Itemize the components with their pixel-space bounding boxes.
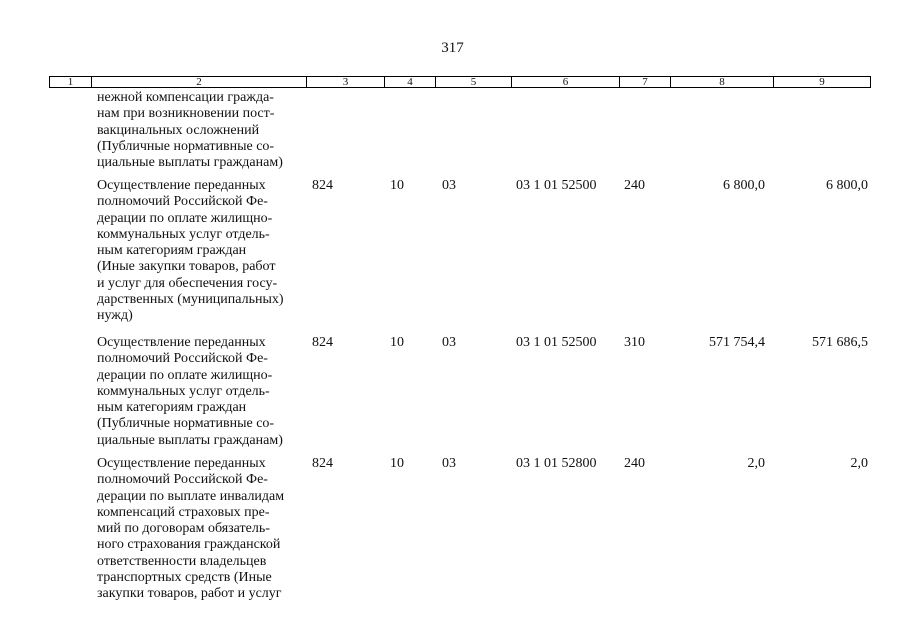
target-article-code: 03 1 01 52800 — [516, 456, 597, 471]
description-line: закупки товаров, работ и услуг — [97, 586, 282, 602]
description-line: дерации по выплате инвалидам — [97, 488, 285, 504]
subsection-code: 03 — [442, 178, 456, 193]
amount-col-8: 2,0 — [747, 456, 765, 471]
description-line: вакцинальных осложнений — [97, 122, 260, 138]
subsection-code: 03 — [442, 335, 456, 350]
header-col-6: 6 — [511, 77, 619, 87]
section-code: 10 — [390, 456, 404, 471]
header-col-4: 4 — [384, 77, 435, 87]
description-line: нам при возникновении пост- — [97, 106, 275, 122]
section-code: 10 — [390, 335, 404, 350]
amount-col-8: 6 800,0 — [723, 178, 765, 193]
description-line: Осуществление переданных — [97, 456, 266, 471]
page-number: 317 — [441, 40, 464, 56]
description-line: Осуществление переданных — [97, 178, 266, 193]
description-line: коммунальных услуг отдель- — [97, 226, 270, 242]
description-line: ным категориям граждан — [97, 243, 247, 259]
description-line: ного страхования гражданской — [97, 537, 281, 553]
description-line: дерации по оплате жилищно- — [97, 367, 273, 383]
amount-col-8: 571 754,4 — [709, 335, 765, 350]
description-line: мий по договорам обязатель- — [97, 521, 270, 537]
row-description — [97, 335, 312, 449]
subsection-code: 03 — [442, 456, 456, 471]
publisher-code: 824 — [312, 335, 333, 350]
description-line: циальные выплаты гражданам) — [97, 155, 283, 171]
header-col-2: 2 — [91, 77, 306, 87]
target-article-code: 03 1 01 52500 — [516, 335, 597, 350]
row-description — [97, 178, 312, 325]
header-col-5: 5 — [435, 77, 511, 87]
description-line: полномочий Российской Фе- — [97, 472, 268, 488]
header-col-7: 7 — [619, 77, 670, 87]
description-line: (Публичные нормативные со- — [97, 138, 275, 154]
expense-type-code: 240 — [624, 178, 645, 193]
publisher-code: 824 — [312, 456, 333, 471]
description-line: дерации по оплате жилищно- — [97, 210, 273, 226]
expense-type-code: 240 — [624, 456, 645, 471]
description-line: (Иные закупки товаров, работ — [97, 259, 276, 275]
description-line: компенсаций страховых пре- — [97, 504, 270, 520]
target-article-code: 03 1 01 52500 — [516, 178, 597, 193]
row-description — [97, 90, 312, 171]
section-code: 10 — [390, 178, 404, 193]
header-col-8: 8 — [670, 77, 773, 87]
amount-col-9: 6 800,0 — [826, 178, 868, 193]
description-line: циальные выплаты гражданам) — [97, 432, 283, 448]
publisher-code: 824 — [312, 178, 333, 193]
description-line: коммунальных услуг отдель- — [97, 383, 270, 399]
description-line: дарственных (муниципальных) — [97, 292, 284, 308]
amount-col-9: 571 686,5 — [812, 335, 868, 350]
amount-col-9: 2,0 — [850, 456, 868, 471]
description-line: Осуществление переданных — [97, 335, 266, 350]
description-line: нежной компенсации гражда- — [97, 90, 274, 105]
table-header — [49, 76, 871, 88]
header-col-9: 9 — [773, 77, 870, 87]
description-line: ным категориям граждан — [97, 400, 247, 416]
description-line: и услуг для обеспечения госу- — [97, 275, 278, 291]
description-line: (Публичные нормативные со- — [97, 416, 275, 432]
expense-type-code: 310 — [624, 335, 645, 350]
row-description — [97, 456, 312, 603]
description-line: полномочий Российской Фе- — [97, 194, 268, 210]
description-line: полномочий Российской Фе- — [97, 351, 268, 367]
header-col-1: 1 — [67, 76, 74, 88]
description-line: транспортных средств (Иные — [97, 570, 272, 586]
header-col-3: 3 — [306, 77, 384, 87]
description-line: ответственности владельцев — [97, 553, 267, 569]
description-line: нужд) — [97, 308, 133, 324]
